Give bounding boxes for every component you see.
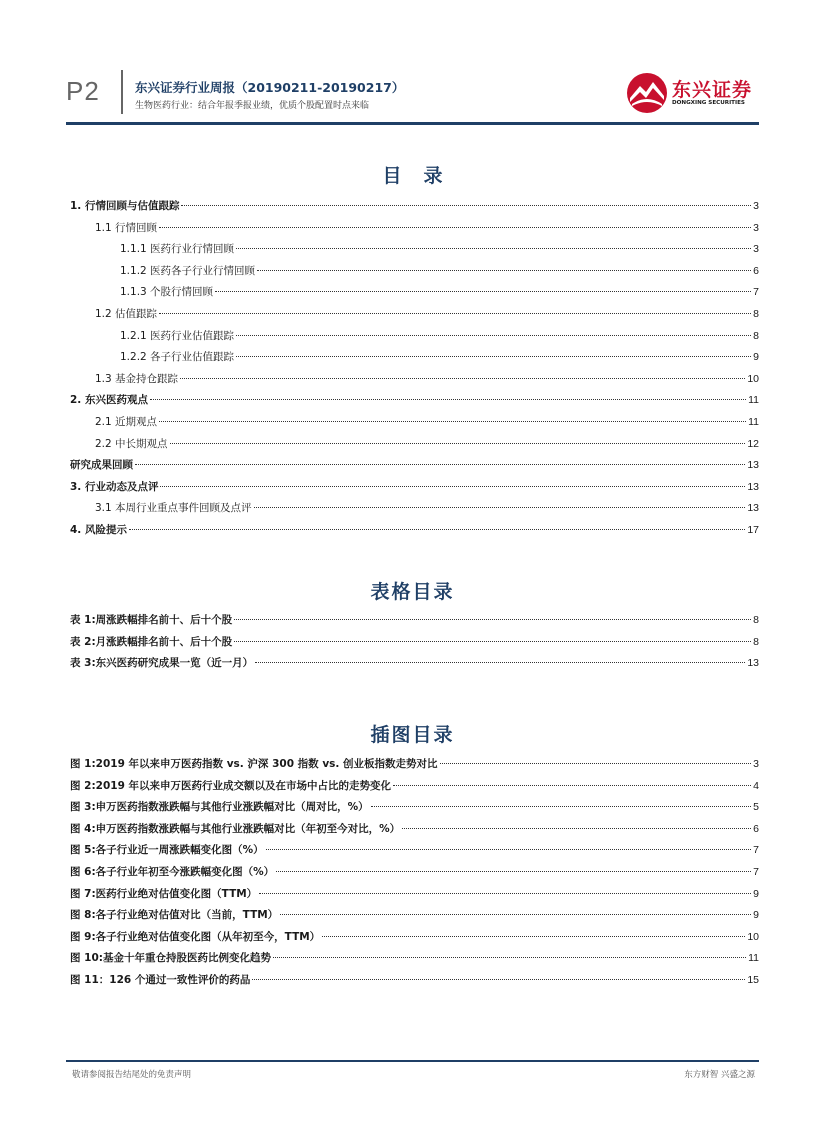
dot-leader: [180, 378, 745, 379]
toc-entry-page: 9: [753, 887, 759, 900]
dot-leader: [371, 806, 751, 807]
footer-disclaimer: 敬请参阅报告结尾处的免责声明: [72, 1070, 192, 1080]
dot-leader: [181, 205, 751, 206]
dot-leader: [255, 662, 745, 663]
toc-entry[interactable]: [66, 198, 759, 220]
toc-entry-label: 1. 行情回顾与估值跟踪: [70, 200, 180, 212]
toc-entry[interactable]: [66, 612, 759, 634]
dot-leader: [170, 443, 746, 444]
toc-entry-page: 8: [753, 329, 759, 342]
toc-entry[interactable]: [66, 821, 759, 843]
toc-entry-page: 13: [747, 502, 759, 515]
toc-entry[interactable]: [66, 972, 759, 994]
page-number: P2: [66, 76, 100, 106]
table-list: [66, 612, 759, 677]
report-title: 东兴证券行业周报（20190211-20190217）: [135, 80, 405, 95]
dot-leader: [236, 356, 751, 357]
toc-entry-page: 12: [747, 437, 759, 450]
toc-entry-label: 3. 行业动态及点评: [70, 480, 159, 493]
toc-entry[interactable]: [66, 886, 759, 908]
toc-entry[interactable]: [66, 371, 759, 393]
toc-entry[interactable]: [66, 799, 759, 821]
toc-entry[interactable]: [66, 284, 759, 306]
figure-list: [66, 756, 759, 994]
toc-entry-label: 图 3:申万医药指数涨跌幅与其他行业涨跌幅对比（周对比，%）: [70, 801, 369, 814]
toc-entry-page: 9: [753, 909, 759, 922]
toc-entry-label: 1.1.2 医药各子行业行情回顾: [120, 264, 256, 277]
toc-entry[interactable]: [66, 907, 759, 929]
toc-entry-page: 13: [747, 657, 759, 670]
toc-entry[interactable]: [66, 929, 759, 951]
toc-entry-label: 1.3 基金持仓跟踪: [95, 372, 179, 385]
toc-entry-label: 图 7:医药行业绝对估值变化图（TTM）: [70, 887, 258, 900]
toc-entry-page: 7: [753, 865, 759, 878]
toc-entry[interactable]: [66, 457, 759, 479]
logo-text-en: DONGXING SECURITIES: [672, 100, 745, 106]
toc-entry-page: 3: [753, 200, 759, 212]
toc-entry-label: 图 11：126 个通过一致性评价的药品: [70, 973, 251, 986]
toc-entry-page: 11: [748, 415, 759, 428]
toc-entry[interactable]: [66, 220, 759, 242]
dot-leader: [402, 828, 751, 829]
toc-entry-page: 3: [753, 221, 759, 234]
toc-heading: 目录: [382, 165, 465, 187]
page-header: [0, 0, 827, 130]
dot-leader: [236, 248, 751, 249]
toc-entry[interactable]: [66, 328, 759, 350]
toc-entry-page: 8: [753, 307, 759, 320]
report-subtitle: 生物医药行业：结合年报季报业绩，优质个股配置时点来临: [135, 101, 370, 111]
toc-entry-label: 图 4:申万医药指数涨跌幅与其他行业涨跌幅对比（年初至今对比，%）: [70, 822, 401, 835]
dot-leader: [266, 849, 751, 850]
figure-list-heading: 插图目录: [370, 724, 455, 746]
header-divider: [121, 70, 123, 114]
toc-entry[interactable]: [66, 392, 759, 414]
toc-entry-page: 11: [748, 952, 759, 965]
toc-entry-label: 表 3:东兴医药研究成果一览（近一月）: [70, 657, 254, 670]
toc-entry-page: 3: [753, 243, 759, 256]
toc-entry-label: 1.2.2 各子行业估值跟踪: [120, 351, 235, 364]
dot-leader: [159, 313, 751, 314]
toc-entry-label: 图 2:2019 年以来申万医药行业成交额以及在市场中占比的走势变化: [70, 779, 392, 792]
toc-entry-label: 图 1:2019 年以来申万医药指数 vs. 沪深 300 指数 vs. 创业板指数走势对比: [70, 758, 438, 770]
toc-entry-label: 1.1 行情回顾: [95, 221, 158, 234]
toc-entry[interactable]: [66, 479, 759, 501]
dot-leader: [160, 486, 745, 487]
toc-entry[interactable]: [66, 950, 759, 972]
toc-entry-page: 17: [747, 523, 759, 536]
header-rule: [66, 122, 759, 125]
toc-entry-page: 8: [753, 635, 759, 648]
toc-entry-page: 3: [753, 758, 759, 770]
toc-entry-label: 3.1 本周行业重点事件回顾及点评: [95, 502, 252, 515]
dot-leader: [234, 619, 751, 620]
toc-entry[interactable]: [66, 500, 759, 522]
footer-slogan: 东方财智 兴盛之源: [684, 1070, 755, 1080]
toc-entry-page: 6: [753, 822, 759, 835]
toc-entry-label: 图 6:各子行业年初至今涨跌幅变化图（%）: [70, 865, 275, 878]
footer-rule: [66, 1060, 759, 1062]
toc-entry-label: 表 1:周涨跌幅排名前十、后十个股: [70, 614, 233, 626]
dot-leader: [129, 529, 745, 530]
dot-leader: [257, 270, 751, 271]
dot-leader: [150, 399, 746, 400]
toc-entry-label: 1.2 估值跟踪: [95, 307, 158, 320]
dot-leader: [159, 421, 746, 422]
toc-entry-page: 13: [747, 459, 759, 472]
dot-leader: [234, 641, 751, 642]
toc-entry-label: 1.2.1 医药行业估值跟踪: [120, 329, 235, 342]
dot-leader: [280, 914, 751, 915]
dot-leader: [276, 871, 751, 872]
toc-entry-label: 图 8:各子行业绝对估值对比（当前，TTM）: [70, 909, 279, 922]
toc-entry[interactable]: [66, 522, 759, 544]
dot-leader: [393, 785, 751, 786]
toc-entry-label: 图 10:基金十年重仓持股医药比例变化趋势: [70, 952, 271, 965]
toc-entry-page: 5: [753, 801, 759, 814]
toc-entry-page: 15: [747, 973, 759, 986]
toc-entry-label: 表 2:月涨跌幅排名前十、后十个股: [70, 635, 233, 648]
dot-leader: [252, 979, 745, 980]
toc-list: [66, 198, 759, 544]
toc-entry-label: 4. 风险提示: [70, 523, 127, 536]
dot-leader: [259, 893, 751, 894]
toc-entry[interactable]: [66, 655, 759, 677]
toc-entry-page: 9: [753, 351, 759, 364]
table-list-heading: 表格目录: [370, 581, 455, 603]
toc-entry[interactable]: [66, 634, 759, 656]
dot-leader: [440, 763, 752, 764]
toc-entry-page: 4: [753, 779, 759, 792]
toc-entry-page: 10: [747, 930, 759, 943]
dot-leader: [215, 291, 751, 292]
toc-entry[interactable]: [66, 306, 759, 328]
toc-entry-label: 1.1.3 个股行情回顾: [120, 286, 214, 299]
toc-entry-label: 2.2 中长期观点: [95, 437, 168, 450]
toc-entry-page: 7: [753, 286, 759, 299]
toc-entry[interactable]: [66, 864, 759, 886]
toc-entry-page: 11: [748, 394, 759, 407]
toc-entry-page: 6: [753, 264, 759, 277]
company-logo: [626, 72, 756, 114]
dot-leader: [236, 335, 751, 336]
toc-entry-label: 图 5:各子行业近一周涨跌幅变化图（%）: [70, 844, 264, 857]
toc-entry[interactable]: [66, 756, 759, 778]
toc-entry-page: 13: [747, 480, 759, 493]
toc-entry[interactable]: [66, 778, 759, 800]
toc-entry-label: 2.1 近期观点: [95, 415, 158, 428]
dot-leader: [322, 936, 745, 937]
toc-entry-label: 2. 东兴医药观点: [70, 394, 148, 407]
logo-mark-icon: [626, 72, 668, 114]
toc-entry-label: 1.1.1 医药行业行情回顾: [120, 243, 235, 256]
toc-entry-page: 7: [753, 844, 759, 857]
toc-entry-label: 图 9:各子行业绝对估值变化图（从年初至今，TTM）: [70, 930, 321, 943]
toc-entry-page: 10: [747, 372, 759, 385]
dot-leader: [254, 507, 746, 508]
logo-text-cn: 东兴证券: [672, 79, 753, 101]
toc-entry-page: 8: [753, 614, 759, 626]
toc-entry-label: 研究成果回顾: [70, 459, 133, 472]
toc-entry[interactable]: [66, 436, 759, 458]
dot-leader: [159, 227, 751, 228]
toc-entry[interactable]: [66, 349, 759, 371]
dot-leader: [135, 464, 745, 465]
toc-entry[interactable]: [66, 241, 759, 263]
toc-entry[interactable]: [66, 414, 759, 436]
dot-leader: [273, 957, 746, 958]
toc-entry[interactable]: [66, 842, 759, 864]
toc-entry[interactable]: [66, 263, 759, 285]
